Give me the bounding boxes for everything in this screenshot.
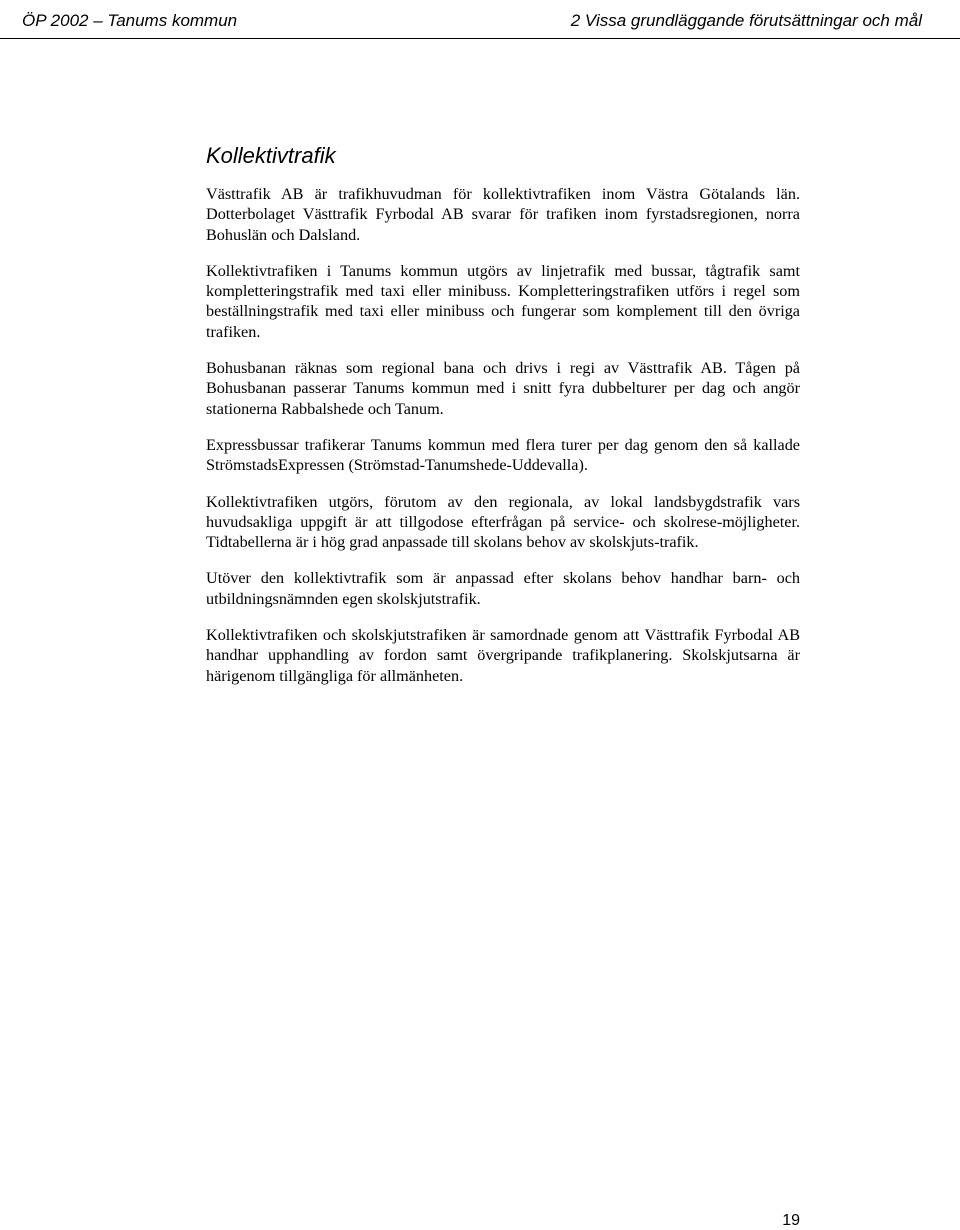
paragraph: Kollektivtrafiken och skolskjutstrafiken är samordnade genom att Västtrafik Fyrbodal AB handhar upphandling av fordon samt övergripande trafikplanering. Skolskjutsarna är härigenom tillgängliga för allmänheten.: [206, 626, 800, 685]
paragraph: Västtrafik AB är trafikhuvudman för kollektivtrafiken inom Västra Götalands län. Dotterbolaget Västtrafik Fyrbodal AB svarar för trafiken inom fyrstadsregionen, norra Bohuslän och Dalsland.: [206, 185, 800, 244]
paragraph: Expressbussar trafikerar Tanums kommun med flera turer per dag genom den så kallade StrömstadsExpressen (Strömstad-Tanumshede-Uddevalla).: [206, 435, 800, 475]
header-chapter-title: 2 Vissa grundläggande förutsättningar och mål: [570, 11, 922, 30]
paragraph: Kollektivtrafiken i Tanums kommun utgörs av linjetrafik med bussar, tågtrafik samt kompletteringstrafik med taxi eller minibuss. Kompletteringstrafiken utförs i regel som beställningstrafik med taxi eller minibuss och fungerar som komplement till den övriga trafiken.: [206, 261, 800, 341]
section-heading: Kollektivtrafik: [206, 143, 336, 168]
header-document-title: ÖP 2002 – Tanums kommun: [22, 11, 238, 30]
body-text: [206, 184, 800, 702]
paragraph: Bohusbanan räknas som regional bana och drivs i regi av Västtrafik AB. Tågen på Bohusbanan passerar Tanums kommun med i snitt fyra dubbelturer per dag och angör stationerna Rabbalshede och Tanum.: [206, 359, 800, 418]
paragraph: Kollektivtrafiken utgörs, förutom av den regionala, av lokal landsbygdstrafik vars huvudsakliga uppgift är att tillgodose efterfrågan på service- och skolrese-möjligheter. Tidtabellerna är i hög grad anpassade till skolans behov av skolskjuts-trafik.: [206, 492, 800, 552]
paragraph: Utöver den kollektivtrafik som är anpassad efter skolans behov handhar barn- och utbildningsnämnden egen skolskjutstrafik.: [206, 569, 800, 608]
page-header: [0, 0, 960, 39]
page-number: 19: [782, 1212, 800, 1229]
